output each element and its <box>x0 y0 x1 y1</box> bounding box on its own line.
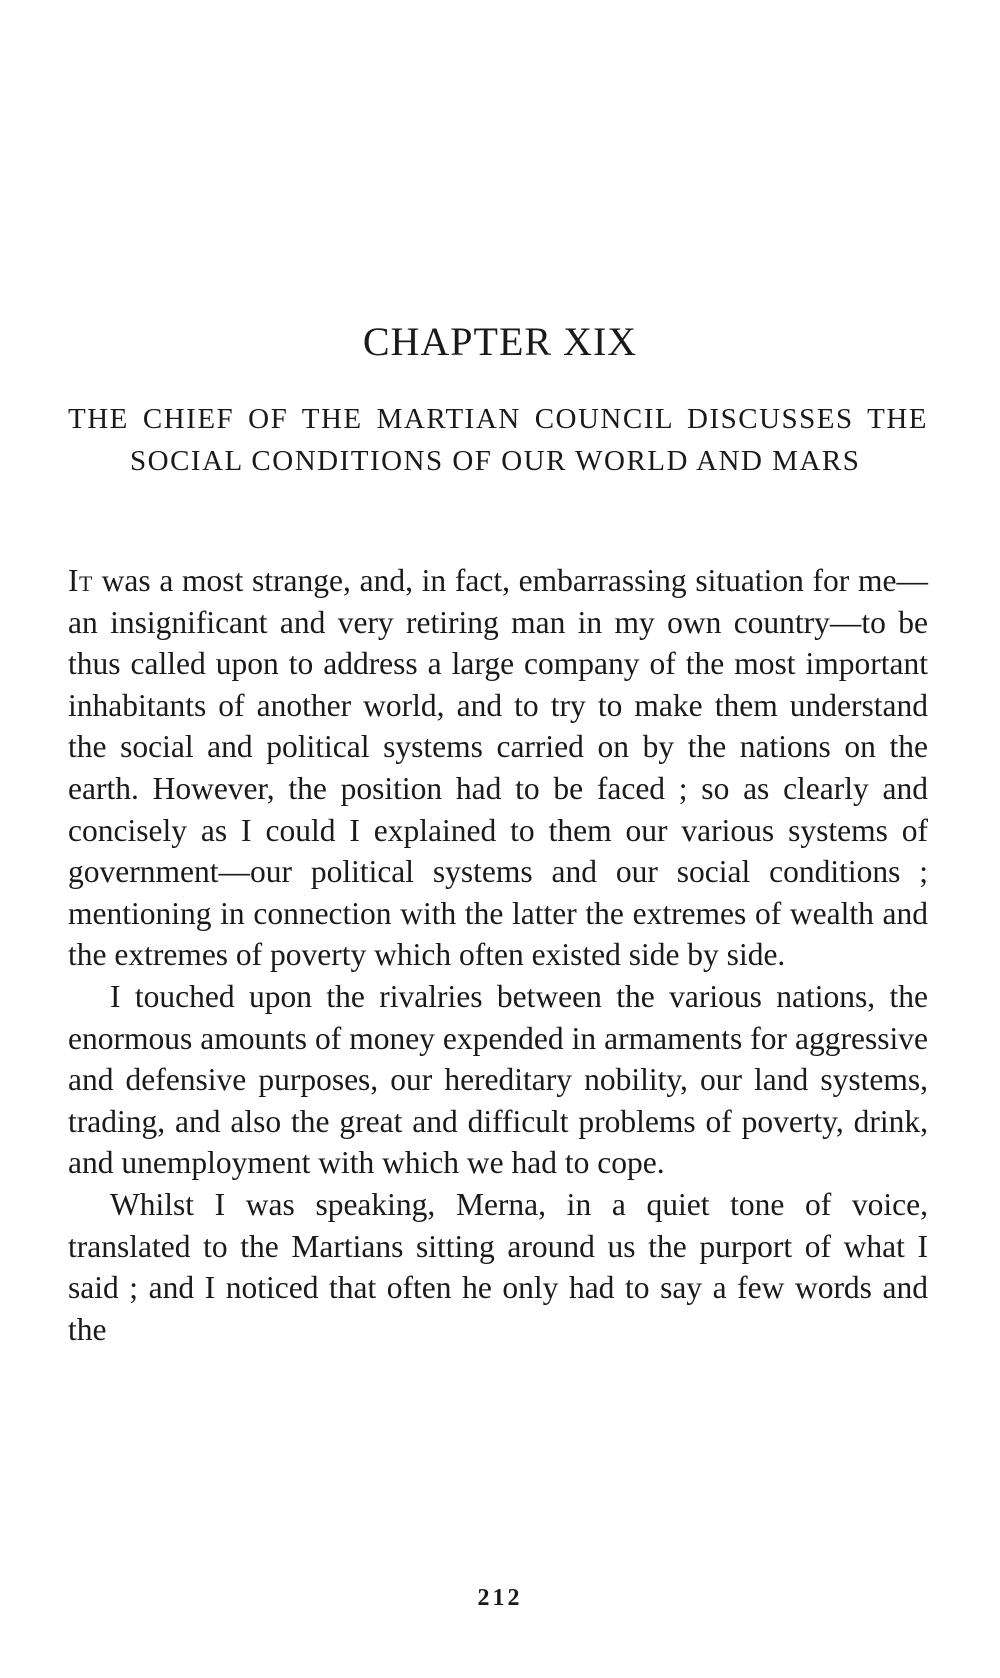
paragraph-lead: It <box>68 563 93 598</box>
paragraph: I touched upon the rivalries between the various nations, the enormous amounts of money expended in armaments for aggressive and defensive purposes, our hereditary nobility, our land systems, trading, and also the great and difficult problems of poverty, drink, and unemployment with which we had to cope. <box>68 978 928 1181</box>
chapter-subtitle: THE CHIEF OF THE MARTIAN COUNCIL DISCUSSES THE SOCIAL CONDITIONS OF OUR WORLD AND MARS <box>68 403 928 477</box>
body-text <box>68 560 928 1350</box>
chapter-heading: CHAPTER XIX <box>362 319 638 364</box>
paragraph-text: was a most strange, and, in fact, embarrassing situation for me—an insignificant and very retiring man in my own country—to be thus called upon to address a large company of the most important inhabitants of another world, and to try to make them understand the social and political systems carried on by the nations on the earth. However, the position had to be faced ; so as clearly and concisely as I could I explained to them our various systems of government—our political systems and our social conditions ; mentioning in connection with the latter the extremes of wealth and the extremes of poverty which often existed side by side. <box>68 563 928 973</box>
paragraph: Whilst I was speaking, Merna, in a quiet tone of voice, translated to the Martians sitting around us the purport of what I said ; and I noticed that often he only had to say a few words and the <box>68 1186 928 1347</box>
page-number: 212 <box>477 1585 523 1611</box>
paragraph <box>68 560 928 976</box>
